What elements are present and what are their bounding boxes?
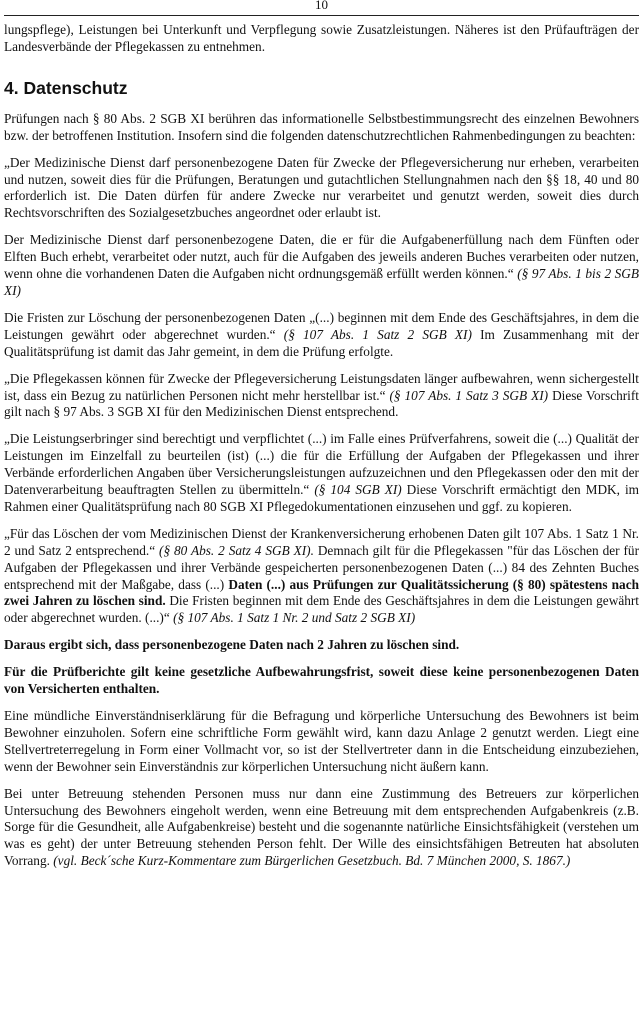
paragraph-continuation: lungspflege), Leistungen bei Unterkunft und Verpflegung sowie Zusatzleistungen. Näheres ist den Prüfaufträgen der Landesverbände der Pflegekassen zu entnehmen. bbox=[4, 22, 639, 54]
paragraph-reports: Für die Prüfberichte gilt keine gesetzliche Aufbewahrungsfrist, soweit diese keine personenbezogenen Daten von Versicherten enthalten. bbox=[4, 664, 639, 697]
paragraph-conclusion: Daraus ergibt sich, dass personenbezogene Daten nach 2 Jahren zu löschen sind. bbox=[4, 637, 460, 653]
paragraph-quote-97-1: „Der Medizinische Dienst darf personenbezogene Daten für Zwecke der Pflegeversicherung nur erheben, verarbeiten und nutzen, soweit dies für die Prüfungen, Beratungen und gutachtlichen Stellungnahmen nach den §§ 18, 40 und 80 erforderlich ist. Die Daten dürfen für andere Zwecke nur verarbeitet und genutzt werden, soweit dies durch Rechtsvorschriften des Sozialgesetzbuches angeordnet oder erlaubt ist. bbox=[4, 154, 639, 221]
body-text: Demnach gilt für die Pflegekassen "für das Löschen der für Aufgaben der Pflegekassen und ihrer Verbände gespeicherten personenbezogenen Daten (...) 84 des Zehnten Buches entsprechend mit der Maßgabe, dass (...) bbox=[4, 542, 640, 592]
body-text: Im Zusammenhang mit der Qualitätsprüfung ist damit das Jahr gemeint, in dem die Prüfung erfolgte. bbox=[4, 326, 640, 359]
quote-text: „Für das Löschen der vom Medizinischen Dienst der Krankenversicherung erhobenen Daten gilt 107 Abs. 1 Satz 1 Nr. 2 und Satz 2 entsprechend.“ bbox=[4, 525, 639, 558]
paragraph-quote-97-2 bbox=[4, 232, 639, 300]
quote-text: Der Medizinische Dienst darf personenbezogene Daten, die er für die Aufgabenerfüllung nach dem Fünften oder Elften Buch erhebt, verarbeitet oder nutzt, auch für die Aufgaben des jeweils anderen Buches verarbeiten oder nutzen, wenn ohne die vorhandenen Daten die Aufgaben nicht ordnungsgemäß erfüllt werden können.“ bbox=[4, 232, 639, 282]
paragraph-consent: Eine mündliche Einverständniserklärung für die Befragung und körperliche Untersuchung des Bewohners ist beim Bewohner einzuholen. Sofern eine schriftliche Form gewählt wird, kann dazu Anlage 2 genutzt werden. Liegt eine Stellvertreterregelung in Form einer Vollmacht vor, so ist der Stellvertreter dann in die Entscheidung einzubeziehen, wenn der Bewohner sein Einverständnis zur körperlichen Untersuchung nicht äußern kann. bbox=[4, 708, 639, 774]
citation: (§ 97 Abs. 1 bis 2 SGB XI) bbox=[4, 266, 639, 298]
paragraph-guardianship bbox=[4, 786, 639, 871]
body-text: Diese Vorschrift gilt nach § 97 Abs. 3 SGB XI für den Medizinischen Dienst entsprechend. bbox=[4, 387, 639, 420]
header-rule bbox=[4, 15, 639, 16]
paragraph-deletion-deadlines bbox=[4, 310, 639, 361]
quote-text: „Die Pflegekassen können für Zwecke der Pflegeversicherung Leistungsdaten länger aufbewahren, wenn sichergestellt ist, dass ein Bezug zu natürlichen Personen nicht mehr herstellbar ist.“ bbox=[4, 370, 639, 403]
paragraph-intro: Prüfungen nach § 80 Abs. 2 SGB XI berühren das informationelle Selbstbestimmungsrecht des einzelnen Bewohners bzw. der betroffenen Institution. Insofern sind die folgenden datenschutzrechtlichen Rahmenbedingungen zu beachten: bbox=[4, 110, 639, 143]
citation: (§ 107 Abs. 1 Satz 2 SGB XI) bbox=[283, 326, 472, 342]
citation: (§ 107 Abs. 1 Satz 1 Nr. 2 und Satz 2 SGB XI) bbox=[173, 610, 416, 626]
body-text: Diese Vorschrift ermächtigt den MDK, im Rahmen einer Qualitätsprüfung nach 80 SGB XI Pflegedokumentationen einzusehen und ggf. zu kopieren. bbox=[4, 482, 640, 514]
page-number: 10 bbox=[315, 0, 328, 12]
quote-text: „Die Leistungserbringer sind berechtigt und verpflichtet (...) im Falle eines Prüfverfahrens, soweit die (...) Qualität der Leistungen im Einzelfall zu beurteilen (ist) (...) die für die Erfüllung der Aufgaben der Pflegekassen und ihrer Verbände erforderlichen Angaben über Versicherungsleistungen aufzuzeichnen und den Pflegekassen oder den mit der Datenverarbeitung beauftragten Stellen zu übermitteln.“ bbox=[4, 431, 639, 498]
quote-text: Die Fristen zur Löschung der personenbezogenen Daten „(...) beginnen mit dem Ende des Geschäftsjahres, in dem die Leistungen gewährt oder abgerechnet wurden.“ bbox=[4, 309, 639, 342]
paragraph-providers bbox=[4, 431, 639, 516]
citation: (§ 104 SGB XI) bbox=[314, 482, 402, 498]
citation: (§ 80 Abs. 2 Satz 4 SGB XI). bbox=[159, 542, 314, 558]
citation: (vgl. Beck´sche Kurz-Kommentare zum Bürgerlichen Gesetzbuch. Bd. 7 München 2000, S. 1867.) bbox=[53, 853, 571, 869]
body-text: Bei unter Betreuung stehenden Personen muss nur dann eine Zustimmung des Betreuers zur körperlichen Untersuchung des Bewohners eingeholt werden, wenn eine Betreuung mit dem entsprechenden Aufgabenkreis (z.B. Sorge für die Gesundheit, alle Aufgabenkreise) besteht und die sogenannte natürliche Einsichtsfähigkeit (verstehen um was es geht) der unter Betreuung stehenden Person fehlt. Der Wille des einsichtsfähigen Betreuten hat absoluten Vorrang. bbox=[4, 785, 639, 869]
citation: (§ 107 Abs. 1 Satz 3 SGB XI) bbox=[389, 387, 549, 403]
paragraph-deletion-mdk bbox=[4, 526, 639, 627]
paragraph-retention bbox=[4, 371, 639, 422]
section-heading: 4. Datenschutz bbox=[4, 77, 128, 98]
bold-text: Daten (...) aus Prüfungen zur Qualitätssicherung (§ 80) spätestens nach zwei Jahren zu löschen sind. bbox=[4, 576, 639, 609]
body-text: Die Fristen beginnen mit dem Ende des Geschäftsjahres in dem die Leistungen gewährt oder abgerechnet wurden. (...)“ bbox=[4, 593, 639, 626]
